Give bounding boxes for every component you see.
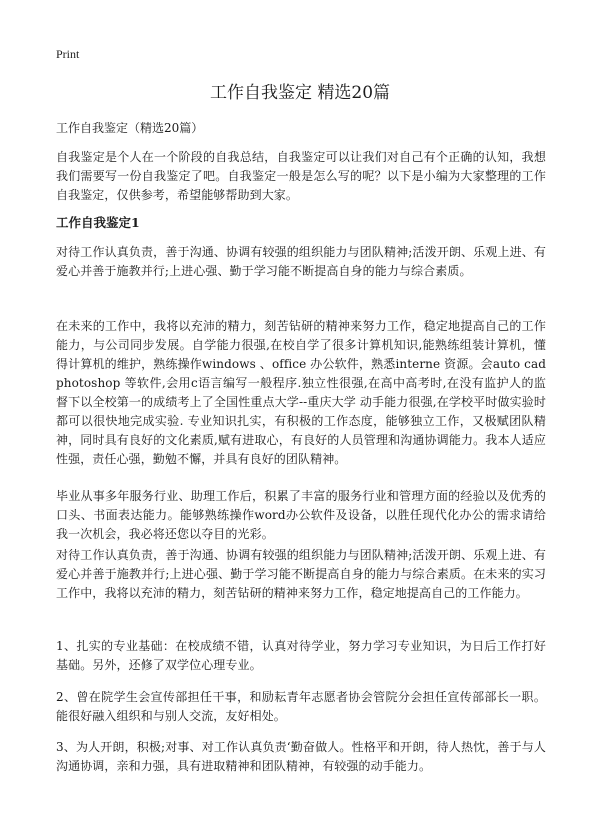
paragraph-1: 对待工作认真负责，善于沟通、协调有较强的组织能力与团队精神;活泼开朗、乐观上进、有爱心并善于施教并行;上进心强、勤于学习能不断提高自身的能力与综合素质。 — [56, 245, 546, 278]
document-subtitle: 工作自我鉴定（精选20篇） — [56, 121, 204, 135]
paragraph-4: 对待工作认真负责，善于沟通、协调有较强的组织能力与团队精神;活泼开朗、乐观上进、有爱心并善于施教并行;上进心强、勤于学习能不断提高自身的能力与综合素质。在未来的实习工作中，我将以充沛的精力，刻苦钻研的精神来努力工作，稳定地提高自己的工作能力。 — [56, 548, 546, 600]
intro-paragraph: 自我鉴定是个人在一个阶段的自我总结，自我鉴定可以让我们对自己有个正确的认知，我想我们需要写一份自我鉴定了吧。自我鉴定一般是怎么写的呢？以下是小编为大家整理的工作自我鉴定，仅供参考，希望能够帮助到大家。 — [56, 150, 546, 202]
section-heading: 工作自我鉴定1 — [56, 215, 140, 230]
paragraph-2: 在未来的工作中，我将以充沛的精力，刻苦钻研的精神来努力工作，稳定地提高自己的工作能力，与公司同步发展。自学能力很强,在校自学了很多计算机知识,能熟练组装计算机，懂得计算机的维护，熟练操作windows 、office 办公软件，熟悉interne 资源。会auto cad photoshop 等软件,会用c语言编写一般程序.独立性很强,在高中高考时,在没有监护人的监督下以全校第一的成绩考上了全国性重点大学--重庆大学 动手能力很强,在学校平时做实验时都可以很快地完成实验. 专业知识扎实，有积极的工作态度，能够独立工作，又极赋团队精神，同时具有良好的文化素质,赋有进取心，有良好的人员管理和沟通协调能力。我本人适应性强，责任心强，勤勉不懈，并具有良好的团队精神。 — [56, 319, 546, 466]
document-title: 工作自我鉴定 精选20篇 — [209, 83, 391, 103]
list-item-2: 2、曾在院学生会宣传部担任干事，和励耘青年志愿者协会管院分会担任宣传部部长一职。能很好融入组织和与别人交流，友好相处。 — [56, 690, 546, 723]
list-item-1: 1、扎实的专业基础：在校成绩不错，认真对待学业，努力学习专业知识，为日后工作打好基础。另外，还修了双学位心理专业。 — [56, 639, 546, 672]
list-item-3: 3、为人开朗，积极;对事、对工作认真负责‘勤奋做人。性格平和开朗，待人热忱，善于与人沟通协调，亲和力强，具有进取精神和团队精神，有较强的动手能力。 — [56, 740, 546, 773]
print-label[interactable]: Print — [56, 47, 80, 61]
paragraph-3: 毕业从事多年服务行业、助理工作后，积累了丰富的服务行业和管理方面的经验以及优秀的口头、书面表达能力。能够熟练操作word办公软件及设备，以胜任现代化办公的需求请给我一次机会，我必将还您以夺目的光彩。 — [56, 489, 546, 541]
